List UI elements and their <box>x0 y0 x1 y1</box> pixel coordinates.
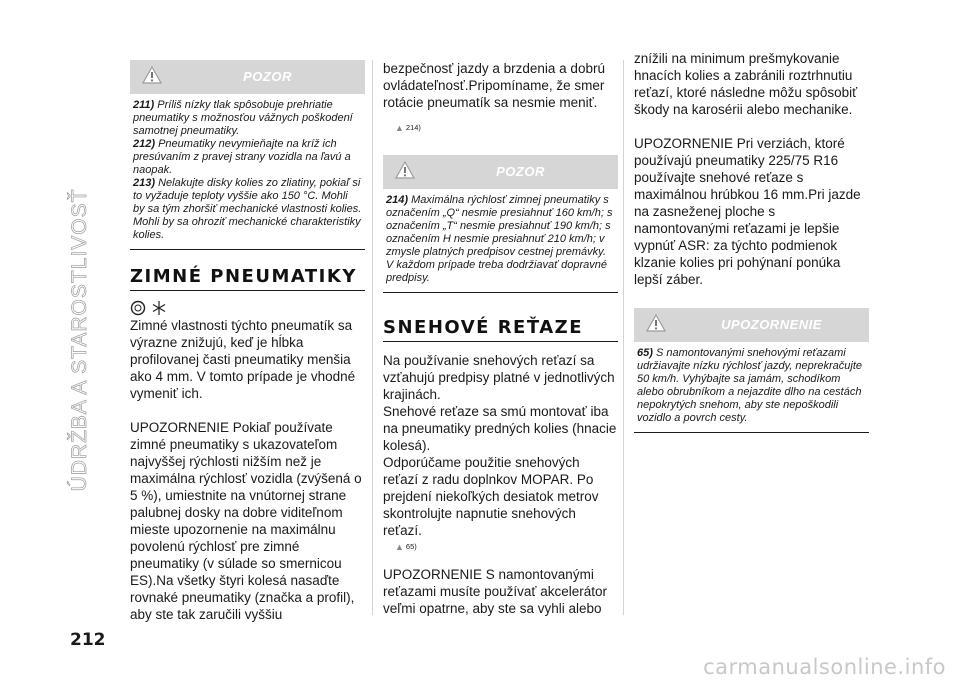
warning-box-header <box>634 308 869 342</box>
chapter-side-title: ÚDRŽBA A STAROSTLIVOSŤ <box>68 188 91 492</box>
warning-box-body <box>130 94 365 250</box>
watermark: carmanualsonline.info <box>703 655 946 679</box>
warning-item: 211) Príliš nízky tlak spôsobuje prehriatie pneumatiky s možnosťou vážnych poškodení samotnej pneumatiky. <box>133 99 353 137</box>
snow-chains-text: Na používanie snehových reťazí sa vzťahujú predpisy platné v jednotlivých krajinách. Snehové reťaze sa smú montovať iba na pneumatiky predných kolies (hnacie kolesá). Odporúčame použitie snehových reťazí z radu doplnkov MOPAR. Po prejdení niekoľkých desiatok metrov skontrolujte napnutie snehových reťazí. <box>383 353 617 538</box>
warning-triangle-icon <box>646 314 666 332</box>
section-title-winter-tires: ZIMNÉ PNEUMATIKY <box>130 266 365 291</box>
snowflake-tire-icon <box>130 299 365 317</box>
warning-triangle-icon <box>395 161 415 179</box>
reference-marker: ▲ 214) <box>395 123 421 133</box>
warning-box-body <box>634 342 869 433</box>
column-divider <box>623 60 624 615</box>
column-1 <box>130 60 365 623</box>
reference-marker-icon: ▲ <box>395 542 404 552</box>
tire-rotation-text: bezpečnosť jazdy a brzdenia a dobrú ovládateľnosť.Pripomíname, že smer rotácie pneumatík sa nesmie meniť. <box>383 61 605 110</box>
warning-title: UPOZORNENIE <box>721 317 822 332</box>
warning-title: POZOR <box>496 164 545 179</box>
warning-box-body <box>383 189 618 293</box>
column-2 <box>383 60 618 617</box>
snow-chains-note: UPOZORNENIE S namontovanými reťazami musíte používať akcelerátor veľmi opatrne, aby ste sa vyhli alebo <box>383 567 607 616</box>
warning-item: 213) Nelakujte disky kolies zo zliatiny, pokiaľ si to vyžaduje teploty vyššie ako 150 °C. Mohli by sa tým zhoršiť mechanické vlastnosti kolies. Mohli by sa ohroziť mechanické charakteristiky kolies. <box>133 177 362 241</box>
warning-triangle-icon <box>142 66 162 84</box>
warning-box-header <box>383 155 618 189</box>
page-number: 212 <box>70 630 106 650</box>
column-3 <box>634 50 869 433</box>
reference-marker-icon: ▲ <box>395 123 404 133</box>
warning-item: 214) Maximálna rýchlosť zimnej pneumatiky s označením „Q“ nesmie presiahnuť 160 km/h; s označením „T“ nesmie presiahnuť 190 km/h; s označením H nesmie presiahnuť 210 km/h; v zmysle platných predpisov cestnej premávky. V každom prípade treba dodržiavať dopravné predpisy. <box>386 194 613 284</box>
winter-tires-text: Zimné vlastnosti týchto pneumatík sa výrazne znižujú, keď je hĺbka profilovanej časti pneumatiky menšia ako 4 mm. V tomto prípade je vhodné vymeniť ich. UPOZORNENIE Pokiaľ používate zimné pneumatiky s ukazovateľom najvyššej rýchlosti nižším než je maximálna rýchlosť vozidla (zvýšená o 5 %), umiestnite na vnútornej strane palubnej dosky na dobre viditeľnom mieste upozornenie na maximálnu povolenú rýchlosť pre zimné pneumatiky (v súlade so smernicou ES).Na všetky štyri kolesá nasaďte rovnaké pneumatiky (značka a profil), aby ste tak zaručili vyššiu <box>130 318 362 622</box>
warning-box-header <box>130 60 365 94</box>
warning-item: 65) S namontovanými snehovými reťazami udržiavajte nízku rýchlosť jazdy, neprekračujte 50 km/h. Vyhýbajte sa jamám, schodíkom alebo obrubníkom a nejazdite dlho na cestách nepokrytých snehom, aby ste nepoškodili vozidlo a povrch cesty. <box>637 347 863 424</box>
column-divider <box>372 60 373 615</box>
warning-item: 212) Pneumatiky nevymieňajte na kríž ich presúvaním z pravej strany vozidla na ľavú a naopak. <box>133 138 351 176</box>
section-title-snow-chains: SNEHOVÉ REŤAZE <box>383 317 618 342</box>
reference-marker: ▲ 65) <box>395 542 417 552</box>
snow-chains-continued-text: znížili na minimum prešmykovanie hnacích kolies a zabránili roztrhnutiu reťazí, ktoré následne môžu spôsobiť škody na karosérii alebo mechanike. UPOZORNENIE Pri verziách, ktoré používajú pneumatiky 225/75 R16 používajte snehové reťaze s maximálnou hrúbkou 16 mm.Pri jazde na zasneženej ploche s namontovanými reťazami je lepšie vypnúť ASR: za týchto podmienok klzanie kolies pri pohýnaní ponúka lepší záber. <box>634 51 861 287</box>
warning-title: POZOR <box>243 69 292 84</box>
